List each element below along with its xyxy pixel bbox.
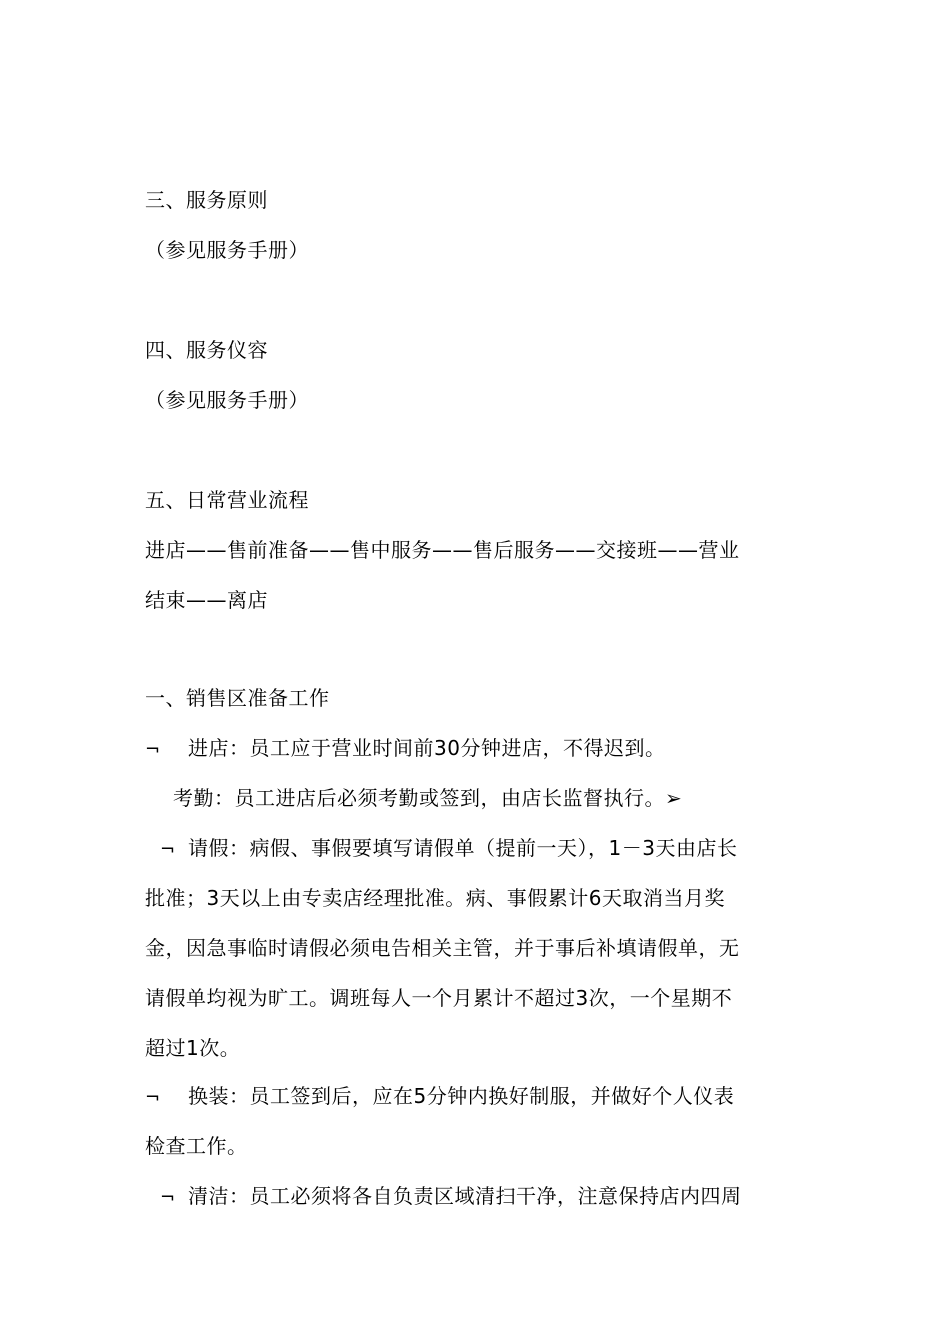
item-leave-line-3: 金，因急事临时请假必须电告相关主管，并于事后补填请假单，无	[145, 936, 740, 960]
item-change-line-2: 检查工作。	[145, 1134, 248, 1158]
section-1-heading: 一、销售区准备工作	[145, 686, 330, 710]
section-3-heading: 三、服务原则	[145, 188, 268, 212]
section-5-flow-line-2: 结束——离店	[145, 588, 268, 612]
item-leave-line-1	[160, 833, 737, 865]
item-attendance	[173, 783, 682, 813]
bullet-icon: ¬	[160, 1187, 176, 1208]
arrow-icon: ➢	[665, 786, 683, 810]
item-leave-line-5: 超过1次。	[145, 1036, 241, 1060]
item-leave-line-2: 批准；3天以上由专卖店经理批准。病、事假累计6天取消当月奖	[145, 886, 725, 910]
section-5-heading: 五、日常营业流程	[145, 488, 309, 512]
item-enter-text: 进店：员工应于营业时间前30分钟进店，不得迟到。	[188, 736, 666, 760]
item-leave-text-1: 请假：病假、事假要填写请假单（提前一天），1－3天由店长	[188, 836, 738, 860]
item-clean-line-1	[160, 1181, 742, 1213]
bullet-icon: ¬	[145, 1087, 161, 1108]
item-change-text-1: 换装：员工签到后，应在5分钟内换好制服，并做好个人仪表	[188, 1084, 735, 1108]
bullet-icon: ¬	[145, 739, 161, 760]
item-attendance-text: 考勤：员工进店后必须考勤或签到，由店长监督执行。	[173, 786, 665, 810]
section-3-note: （参见服务手册）	[145, 238, 309, 262]
bullet-icon: ¬	[160, 839, 176, 860]
item-enter	[145, 733, 665, 765]
section-4-heading: 四、服务仪容	[145, 338, 268, 362]
item-leave-line-4: 请假单均视为旷工。调班每人一个月累计不超过3次，一个星期不	[145, 986, 733, 1010]
item-clean-text-1: 清洁：员工必须将各自负责区域清扫干净，注意保持店内四周	[188, 1184, 742, 1208]
section-4-note: （参见服务手册）	[145, 388, 309, 412]
section-5-flow-line-1: 进店——售前准备——售中服务——售后服务——交接班——营业	[145, 538, 740, 562]
item-change-line-1	[145, 1081, 734, 1113]
